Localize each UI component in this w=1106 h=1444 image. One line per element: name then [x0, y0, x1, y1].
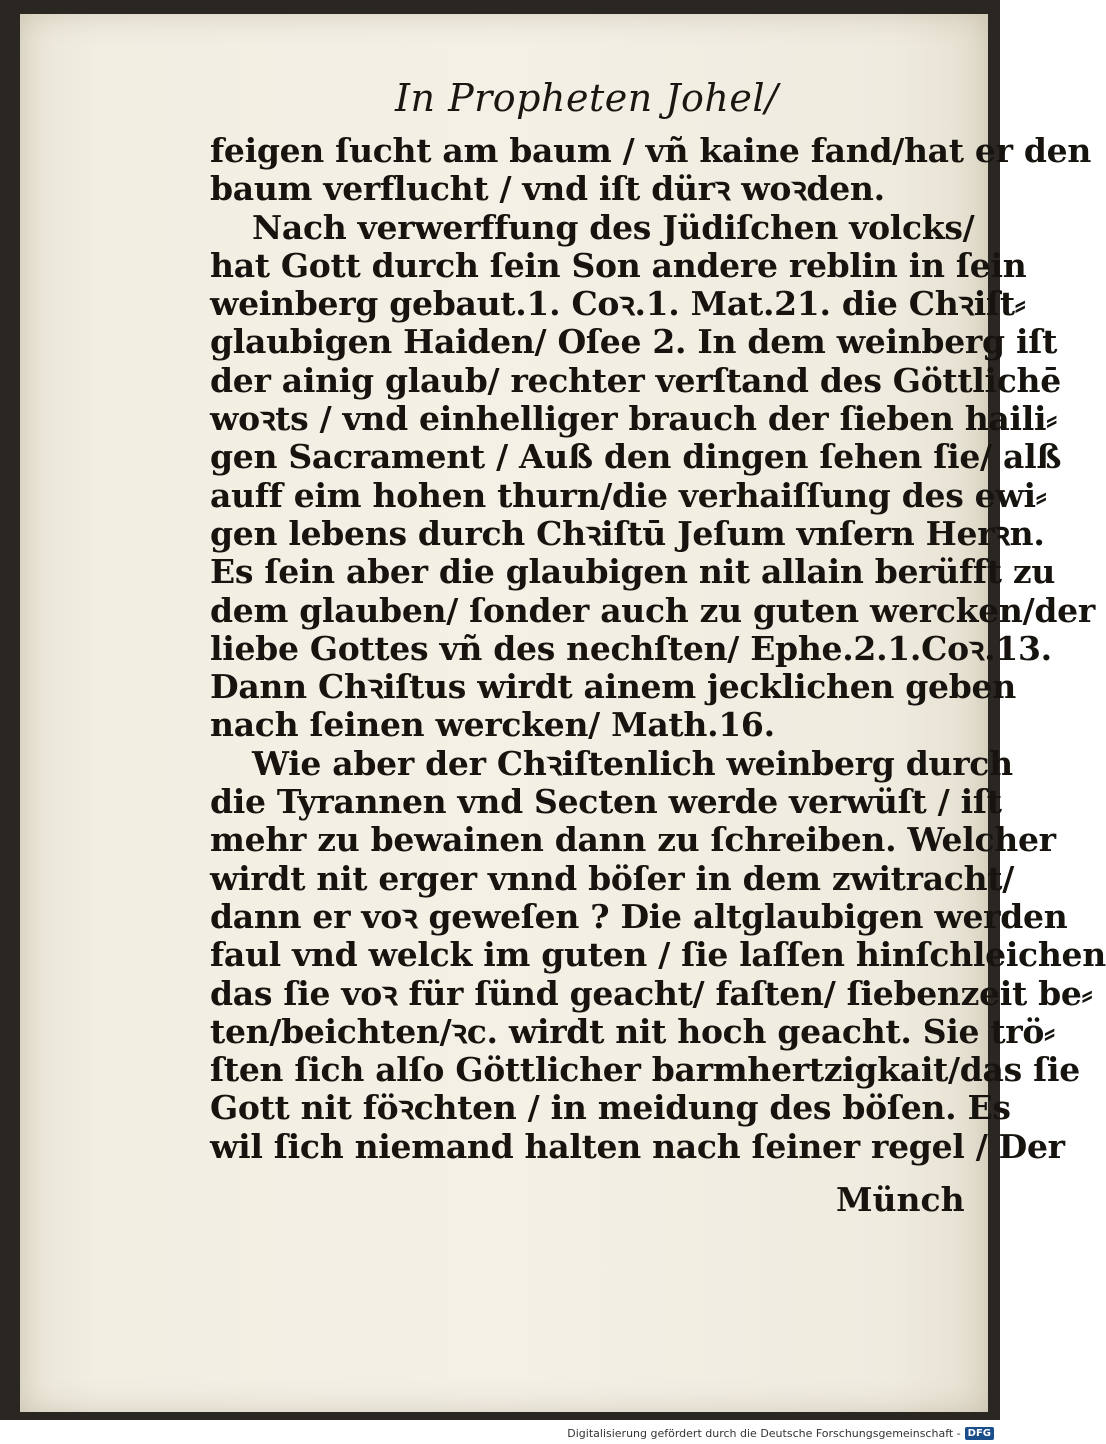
text-line: mehr zu bewainen dann zu ſchreiben. Welcher	[210, 820, 1056, 860]
text-line: baum verflucht / vnd iſt dürꝛ woꝛden.	[210, 169, 885, 209]
text-line: wirdt nit erger vnnd böſer in dem zwitracht/	[210, 858, 1014, 898]
text-line: ten/beichten/ꝛc. wirdt nit hoch geacht. Sie trö⸗	[210, 1011, 1055, 1051]
text-line: Dann Chꝛiſtus wirdt ainem jecklichen geben	[210, 667, 1016, 707]
text-line: der ainig glaub/ rechter verſtand des Göttlichē	[210, 360, 1061, 400]
text-line: woꝛts / vnd einhelliger brauch der ſieben haili⸗	[210, 399, 1057, 439]
text-line: gen Sacrament / Auß den dingen ſehen ſie/ alß	[210, 437, 1062, 477]
footer-credit	[567, 1424, 994, 1442]
text-line: gen lebens durch Chꝛiſtū Jeſum vnſern Herꝛn.	[210, 513, 1045, 553]
catchword: Münch	[836, 1180, 965, 1219]
text-line: nach ſeinen wercken/ Math.16.	[210, 705, 775, 745]
text-line: Gott nit föꝛchten / in meidung des böſen. Es	[210, 1088, 1011, 1128]
dfg-logo: DFG	[965, 1427, 994, 1440]
text-line: das ſie voꝛ für ſünd geacht/ faſten/ ſiebenzeit be⸗	[210, 973, 1093, 1013]
text-line: Es ſein aber die glaubigen nit allain berüfft zu	[210, 552, 1056, 592]
page-body-text	[210, 131, 1106, 1166]
text-line: liebe Gottes vñ des nechſten/ Ephe.2.1.Coꝛ.13.	[210, 628, 1052, 668]
text-line: wil ſich niemand halten nach ſeiner regel / Der	[210, 1126, 1065, 1166]
text-line: Nach verwerffung des Jüdiſchen volcks/	[252, 207, 975, 247]
footer-text: Digitalisierung gefördert durch die Deutsche Forschungsgemeinschaft -	[567, 1426, 961, 1440]
text-line: die Tyrannen vnd Secten werde verwüſt / iſt	[210, 782, 1002, 822]
text-line: auff eim hohen thurn/die verhaiſſung des ewi⸗	[210, 475, 1047, 515]
text-line: weinberg gebaut.1. Coꝛ.1. Mat.21. die Chꝛiſt⸗	[210, 284, 1026, 324]
text-line: dann er voꝛ geweſen ? Die altglaubigen werden	[210, 896, 1068, 936]
text-line: glaubigen Haiden/ Oſee 2. In dem weinberg iſt	[210, 322, 1058, 362]
text-line: Wie aber der Chꝛiſtenlich weinberg durch	[252, 743, 1013, 783]
text-line: ſten ſich alſo Göttlicher barmhertzigkait/das ſie	[210, 1050, 1080, 1090]
running-header: In Propheten Johel/	[395, 76, 779, 120]
text-line: dem glauben/ ſonder auch zu guten wercken/der	[210, 590, 1095, 630]
text-line: faul vnd welck im guten / ſie laſſen hinſchleichen	[210, 935, 1106, 975]
text-line: feigen ſucht am baum / vñ kaine fand/hat er den	[210, 131, 1092, 170]
text-line: hat Gott durch ſein Son andere reblin in ſein	[210, 245, 1027, 285]
